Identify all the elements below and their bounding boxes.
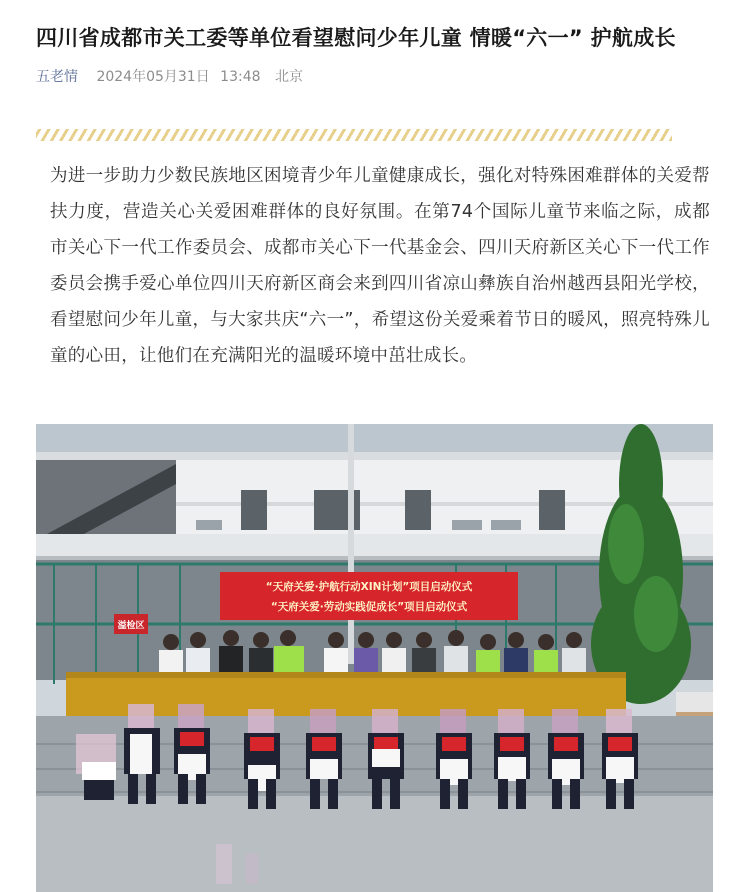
publish-date: 2024年05月31日 <box>96 69 210 85</box>
article-meta <box>36 66 303 88</box>
article-photo[interactable] <box>36 424 713 892</box>
article-paragraph: 为进一步助力少数民族地区困境青少年儿童健康成长，强化对特殊困难群体的关爱帮扶力度，营造关心关爱困难群体的良好氛围。在第74个国际儿童节来临之际，成都市关心下一代工作委员会、成都市关心下一代基金会、四川天府新区关心下一代工作委员会携手爱心单位四川天府新区商会来到四川省凉山彝族自治州越西县阳光学校，看望慰问少年儿童，与大家共庆“六一”，希望这份关爱乘着节日的暖风，照亮特殊儿童的心田，让他们在充满阳光的温暖环境中茁壮成长。 <box>50 166 710 366</box>
area-sign-text: 溢检区 <box>117 621 145 631</box>
publish-time: 13:48 <box>220 69 261 85</box>
publish-location: 北京 <box>274 69 303 85</box>
decorative-divider <box>36 129 672 141</box>
banner-line-2: “天府关爱·劳动实践促成长”项目启动仪式 <box>270 601 468 613</box>
banner-line-1: “天府关爱·护航行动XIN计划”项目启动仪式 <box>265 581 473 593</box>
article-title: 四川省成都市关工委等单位看望慰问少年儿童 情暖“六一” 护航成长 <box>36 26 676 50</box>
author-link[interactable]: 五老情 <box>36 69 78 85</box>
